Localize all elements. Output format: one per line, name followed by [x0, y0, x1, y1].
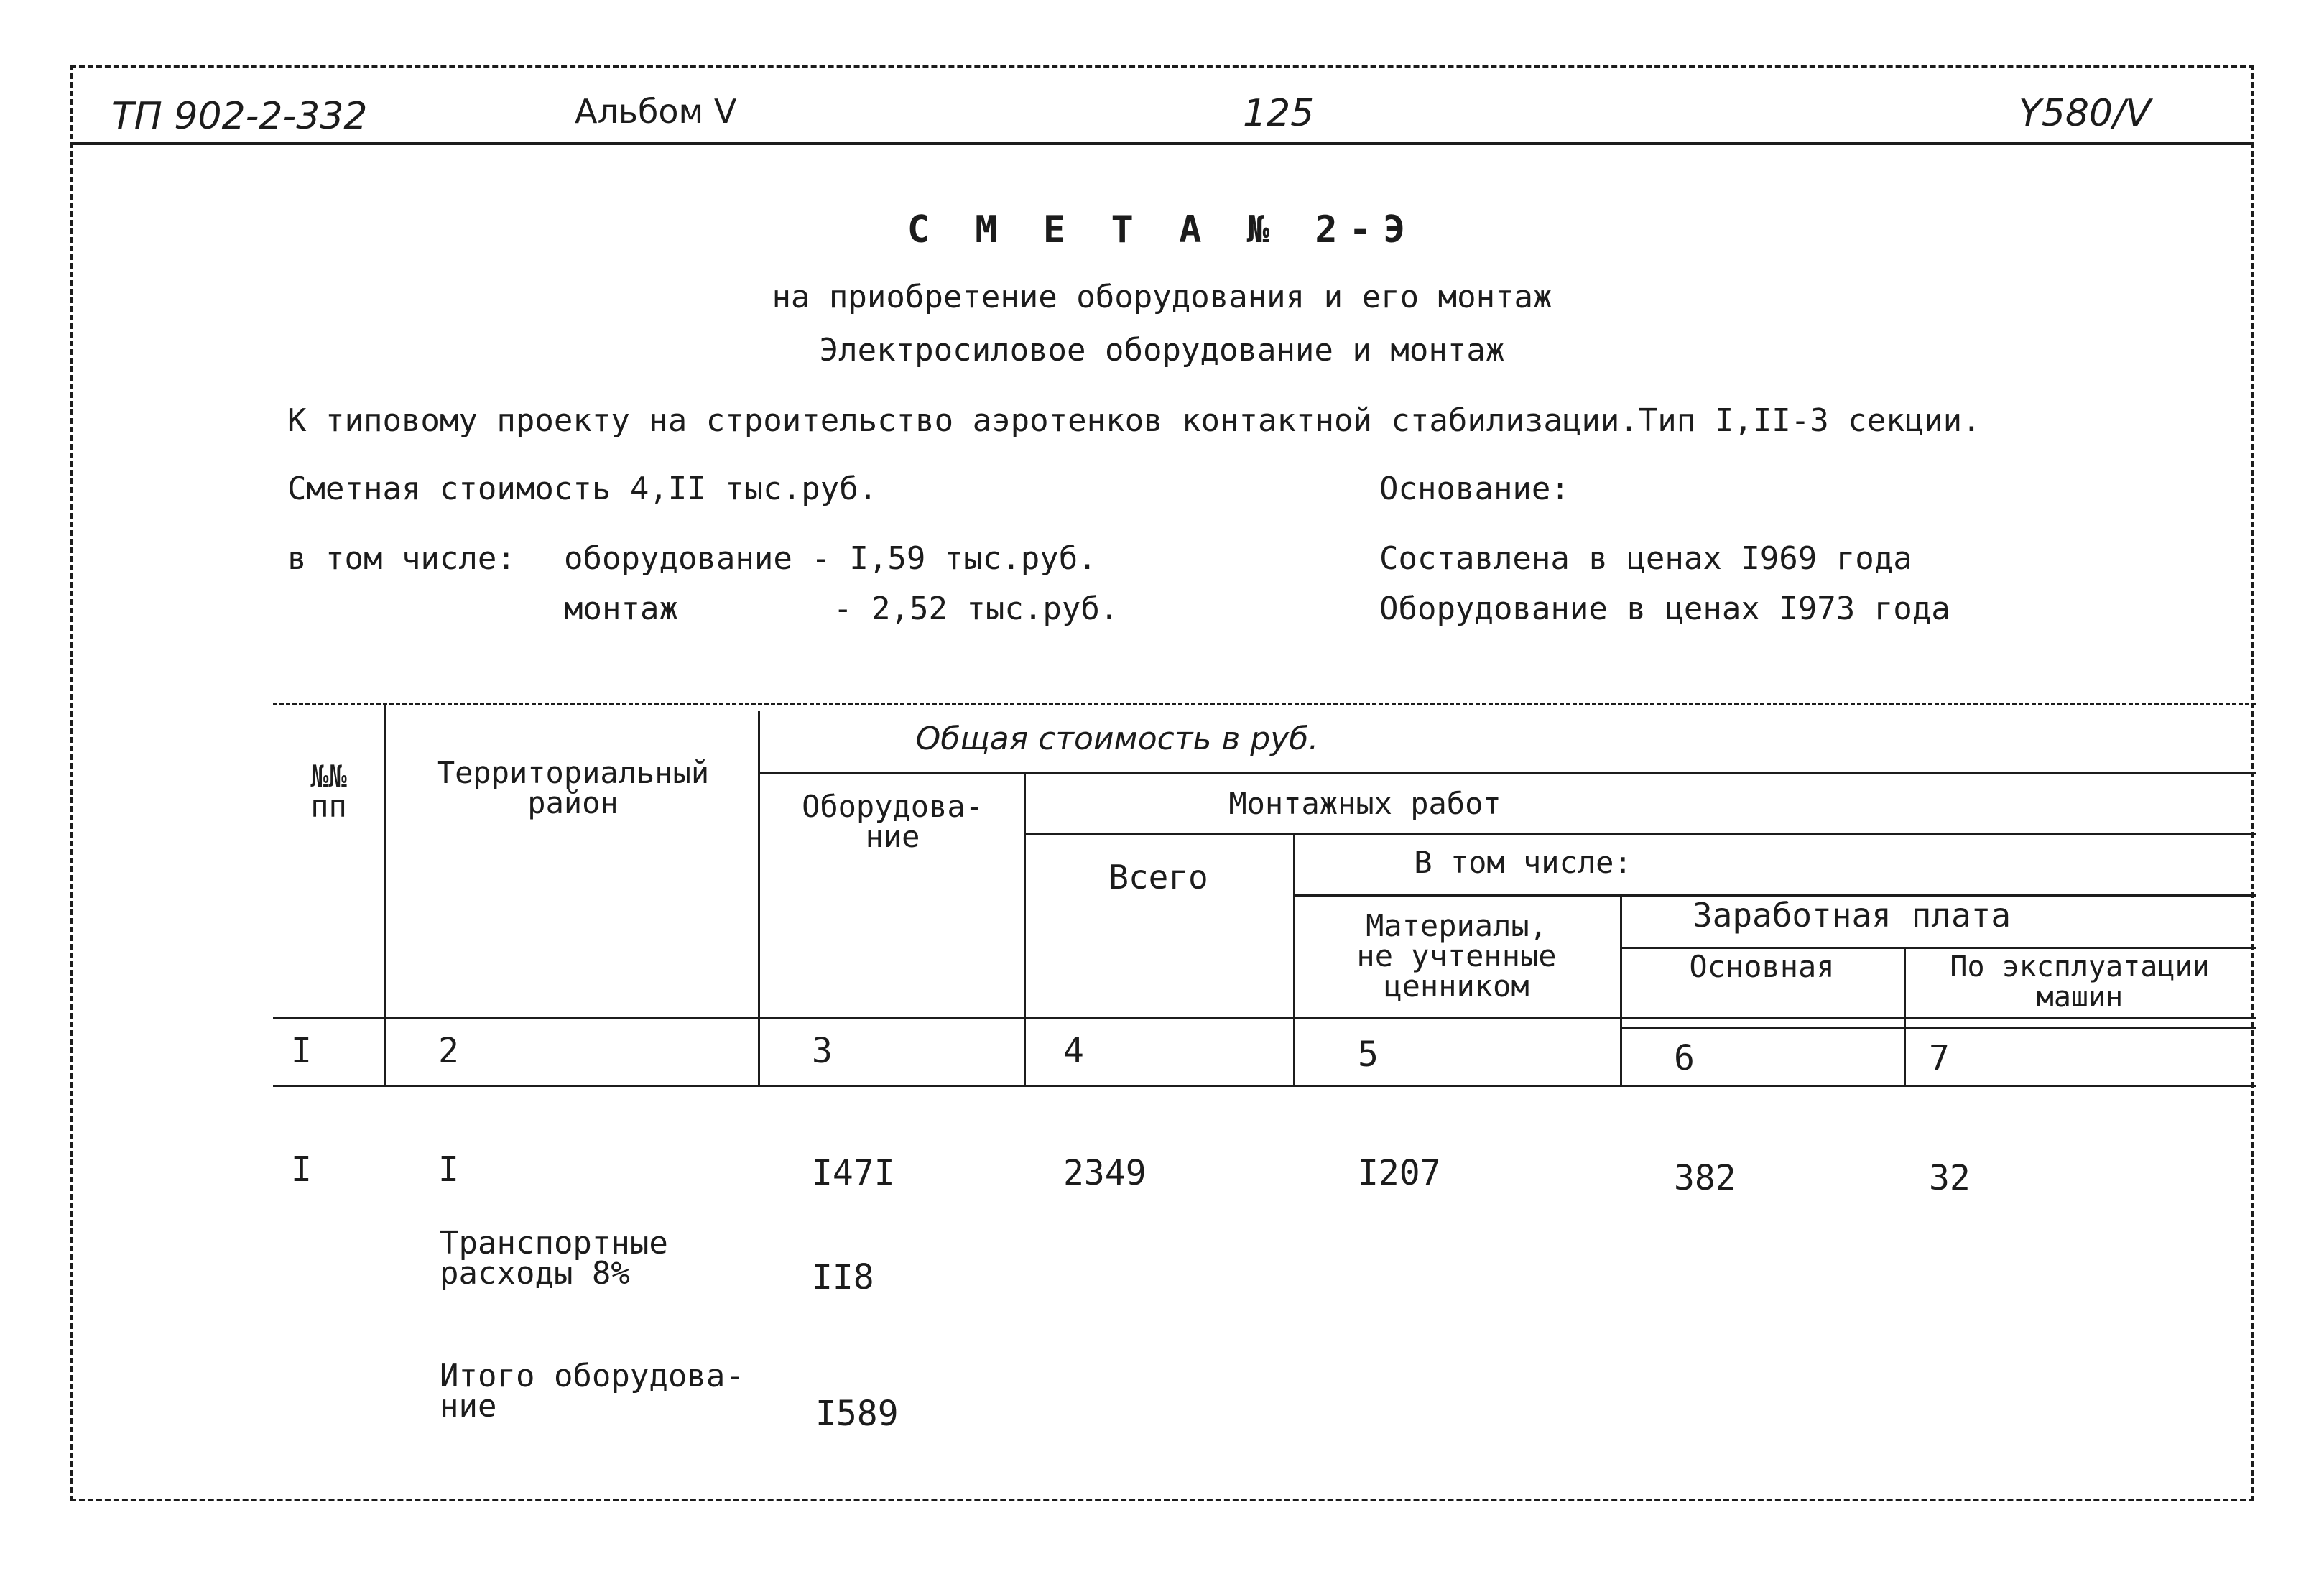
project-line: К типовому проекту на строительство аэротенков контактной стабилизации.Тип I,II-3 секции.: [287, 402, 1981, 439]
header-equipment: Оборудова- ние: [802, 789, 983, 854]
table-line: [1620, 1027, 2256, 1029]
transport-value: II8: [812, 1257, 874, 1297]
table-top-border: [273, 703, 2256, 705]
column-number-7: 7: [1929, 1038, 1950, 1078]
including-label: в том числе:: [287, 540, 516, 577]
table-vline: [384, 703, 386, 1085]
table-vline: [758, 711, 760, 1085]
table-line: [273, 1017, 2256, 1019]
table-line: [273, 1085, 2256, 1087]
sheet-number: Y580/V: [2019, 92, 2152, 135]
project-code: ТП 902-2-332: [111, 95, 368, 138]
row-region: I: [438, 1149, 459, 1190]
header-total-cost: Общая стоимость в руб.: [915, 721, 1319, 757]
row-machines: 32: [1929, 1158, 1971, 1198]
table-line: [758, 772, 2256, 774]
row-num: I: [291, 1149, 312, 1190]
column-number-4: 4: [1063, 1031, 1084, 1071]
header-region: Территориальный район: [436, 755, 710, 820]
header-divider: [70, 142, 2254, 145]
document-subtitle-1: на приобретение оборудования и его монтаж: [772, 279, 1552, 315]
equipment-cost-line: оборудование - I,59 тыс.руб.: [564, 540, 1097, 577]
header-num: №№ пп: [310, 759, 347, 824]
estimated-cost: Сметная стоимость 4,II тыс.руб.: [287, 471, 878, 507]
column-number-6: 6: [1674, 1038, 1695, 1078]
table-vline: [1024, 772, 1026, 1085]
header-wages: Заработная плата: [1692, 896, 2011, 935]
header-machines: По эксплуатации машин: [1950, 950, 2210, 1014]
page-number: 125: [1243, 92, 1315, 135]
total-equipment-label: Итого оборудова- ние: [440, 1358, 744, 1425]
column-number-5: 5: [1358, 1034, 1379, 1075]
row-materials: I207: [1358, 1153, 1441, 1193]
row-basic: 382: [1674, 1158, 1736, 1198]
mounting-label: монтаж: [564, 591, 678, 627]
header-total: Всего: [1108, 858, 1208, 897]
basis-label: Основание:: [1379, 471, 1570, 507]
header-basic: Основная: [1689, 949, 1835, 984]
total-equipment-value: I589: [815, 1394, 899, 1434]
column-number-3: 3: [812, 1031, 833, 1071]
mounting-cost: - 2,52 тыс.руб.: [833, 591, 1119, 627]
basis-line-1: Составлена в ценах I969 года: [1379, 540, 1912, 577]
album-label: Альбом V: [575, 92, 737, 131]
basis-line-2: Оборудование в ценах I973 года: [1379, 591, 1950, 627]
row-equipment: I47I: [812, 1153, 895, 1193]
table-line: [1024, 833, 2256, 835]
column-number-1: I: [291, 1031, 312, 1071]
table-vline: [1904, 947, 1906, 1085]
column-number-2: 2: [438, 1031, 459, 1071]
transport-label: Транспортные расходы 8%: [440, 1225, 668, 1292]
document-subtitle-2: Электросиловое оборудование и монтаж: [819, 332, 1505, 369]
header-materials: Материалы, не учтенные ценником: [1356, 908, 1557, 1004]
row-total: 2349: [1063, 1153, 1147, 1193]
document-title: С М Е Т А № 2-Э: [907, 208, 1417, 251]
header-including: В том числе:: [1414, 845, 1632, 880]
header-mounting-works: Монтажных работ: [1228, 786, 1501, 821]
